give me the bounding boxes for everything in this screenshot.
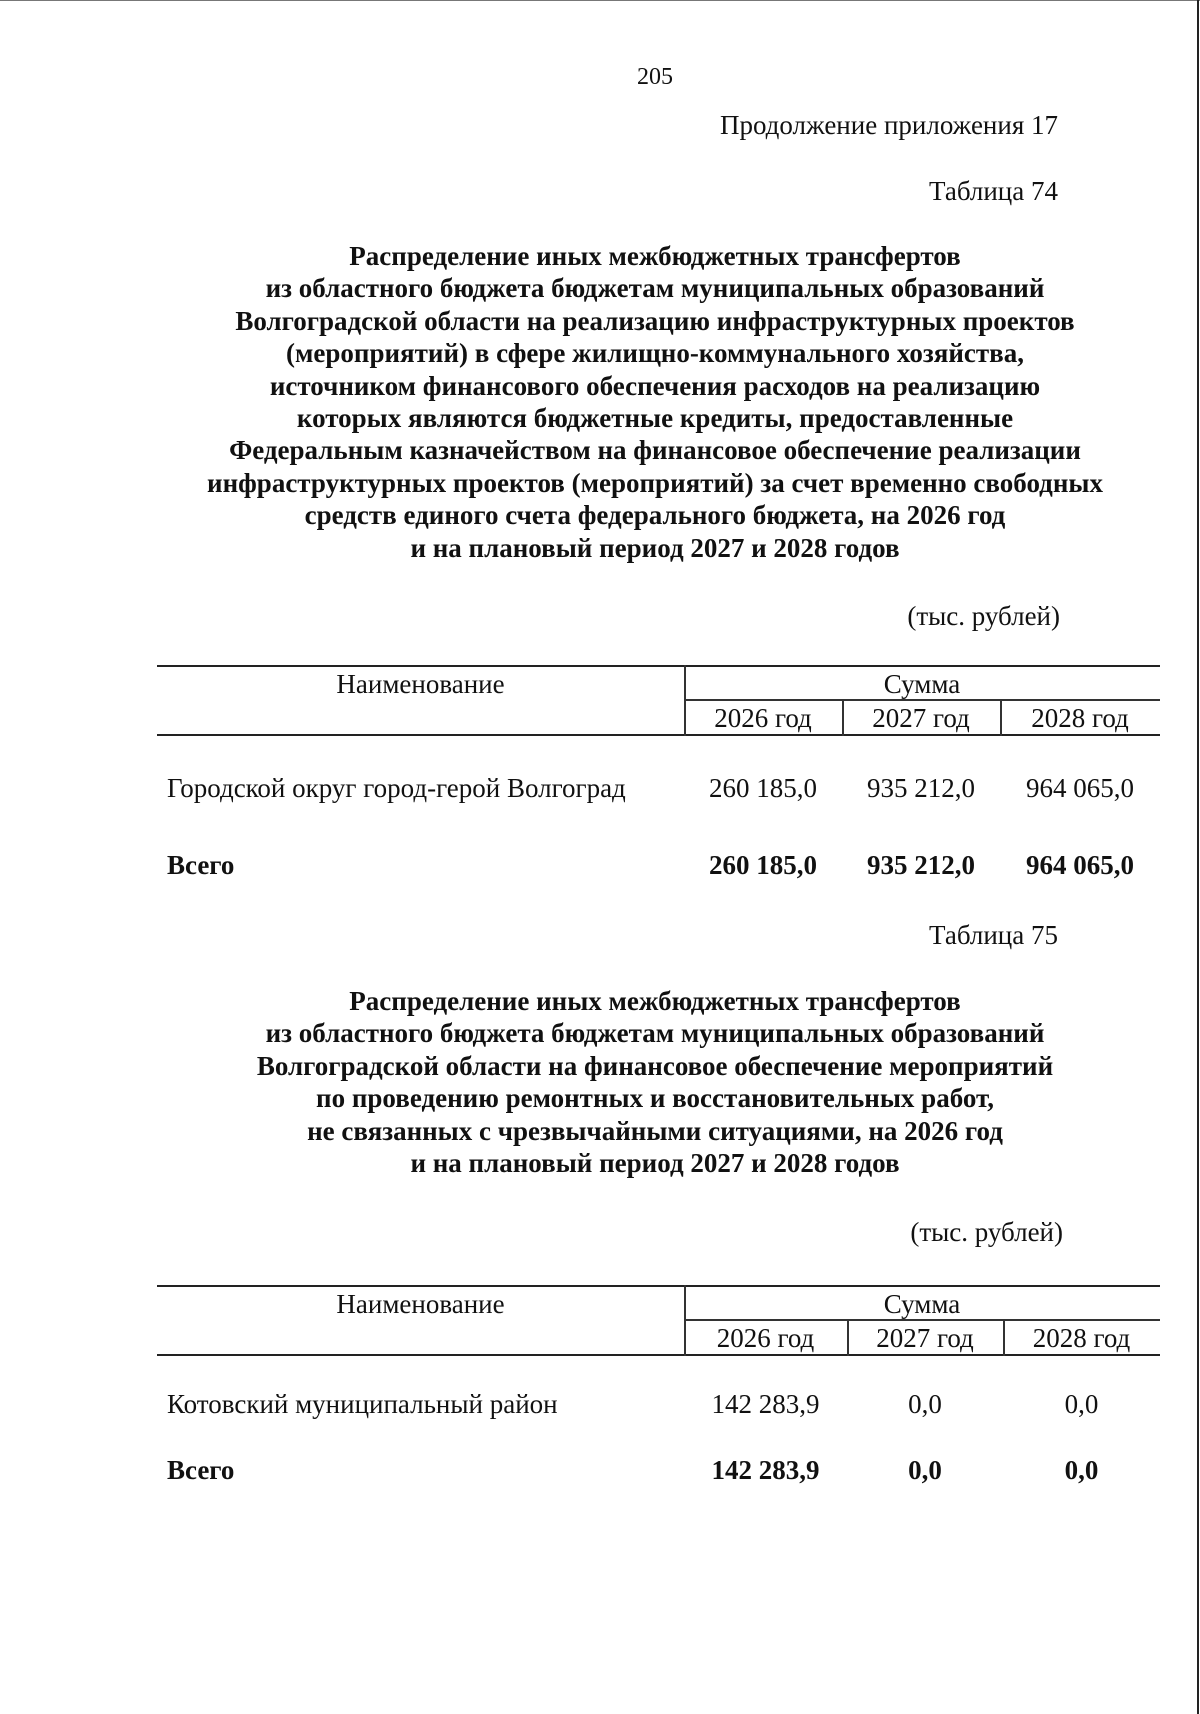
header-year: 2027 год	[876, 1323, 974, 1353]
row-name: Котовский муниципальный район	[167, 1389, 558, 1419]
appendix-continuation: Продолжение приложения 17	[719, 110, 1058, 140]
header-year: 2026 год	[716, 1323, 815, 1353]
row-value: 964 065,0	[1026, 773, 1134, 803]
header-bottom-rule	[157, 734, 1160, 736]
table-74-unit: (тыс. рублей)	[907, 601, 1060, 631]
row-name: Городской округ город-герой Волгоград	[167, 773, 626, 803]
header-year: 2027 год	[872, 703, 970, 733]
table-top-rule	[157, 1285, 1160, 1287]
total-value: 0,0	[908, 1455, 942, 1485]
total-value: 260 185,0	[709, 850, 817, 880]
total-value: 0,0	[1064, 1455, 1099, 1485]
title-line: из областного бюджета бюджетам муниципальных образований	[265, 273, 1045, 304]
title-line: источником финансового обеспечения расходов на реализацию	[269, 370, 1041, 401]
header-year: 2028 год	[1031, 703, 1129, 733]
header-year: 2028 год	[1032, 1323, 1131, 1353]
header-sum: Сумма	[883, 669, 961, 699]
row-value: 0,0	[908, 1389, 942, 1419]
title-line: (мероприятий) в сфере жилищно-коммунального хозяйства,	[286, 338, 1024, 369]
table-75-title	[150, 985, 1160, 1179]
row-value: 260 185,0	[709, 773, 817, 803]
title-line: из областного бюджета бюджетам муниципальных образований	[265, 1018, 1045, 1049]
header-sum: Сумма	[883, 1289, 961, 1319]
title-line: Федеральным казначейством на финансовое обеспечение реализации	[229, 435, 1081, 466]
total-label: Всего	[167, 1455, 235, 1485]
title-line: по проведению ремонтных и восстановительных работ,	[316, 1083, 994, 1114]
title-line: не связанных с чрезвычайными ситуациями, на 2026 год	[307, 1115, 1003, 1146]
header-bottom-rule	[157, 1354, 1160, 1356]
page-number: 205	[637, 64, 673, 90]
total-value: 964 065,0	[1026, 850, 1134, 880]
title-line: Распределение иных межбюджетных трансфертов	[349, 241, 961, 271]
title-line: и на плановый период 2027 и 2028 годов	[410, 532, 900, 563]
title-line: и на плановый период 2027 и 2028 годов	[410, 1148, 900, 1179]
table-top-rule	[157, 665, 1160, 667]
title-line: инфраструктурных проектов (мероприятий) за счет временно свободных	[207, 467, 1103, 498]
header-year: 2026 год	[714, 703, 812, 733]
title-line: Волгоградской области на финансовое обеспечение мероприятий	[256, 1050, 1054, 1081]
header-name: Наименование	[336, 1289, 505, 1319]
table-75-label: Таблица 75	[929, 920, 1058, 950]
title-line: которых являются бюджетные кредиты, предоставленные	[296, 403, 1014, 434]
row-value: 0,0	[1064, 1389, 1099, 1419]
table-74-label: Таблица 74	[929, 176, 1058, 206]
table-75-unit: (тыс. рублей)	[910, 1217, 1063, 1247]
title-line: средств единого счета федерального бюджета, на 2026 год	[304, 500, 1006, 531]
total-value: 142 283,9	[711, 1455, 820, 1485]
table-74-title	[150, 240, 1160, 564]
row-value: 935 212,0	[867, 773, 975, 803]
row-value: 142 283,9	[711, 1389, 820, 1419]
title-line: Распределение иных межбюджетных трансфертов	[349, 986, 961, 1016]
total-label: Всего	[167, 850, 235, 880]
title-line: Волгоградской области на реализацию инфраструктурных проектов	[235, 305, 1075, 336]
header-name: Наименование	[336, 669, 505, 699]
total-value: 935 212,0	[867, 850, 975, 880]
page-right-edge	[1197, 0, 1199, 1714]
page-top-edge	[0, 0, 1200, 1]
